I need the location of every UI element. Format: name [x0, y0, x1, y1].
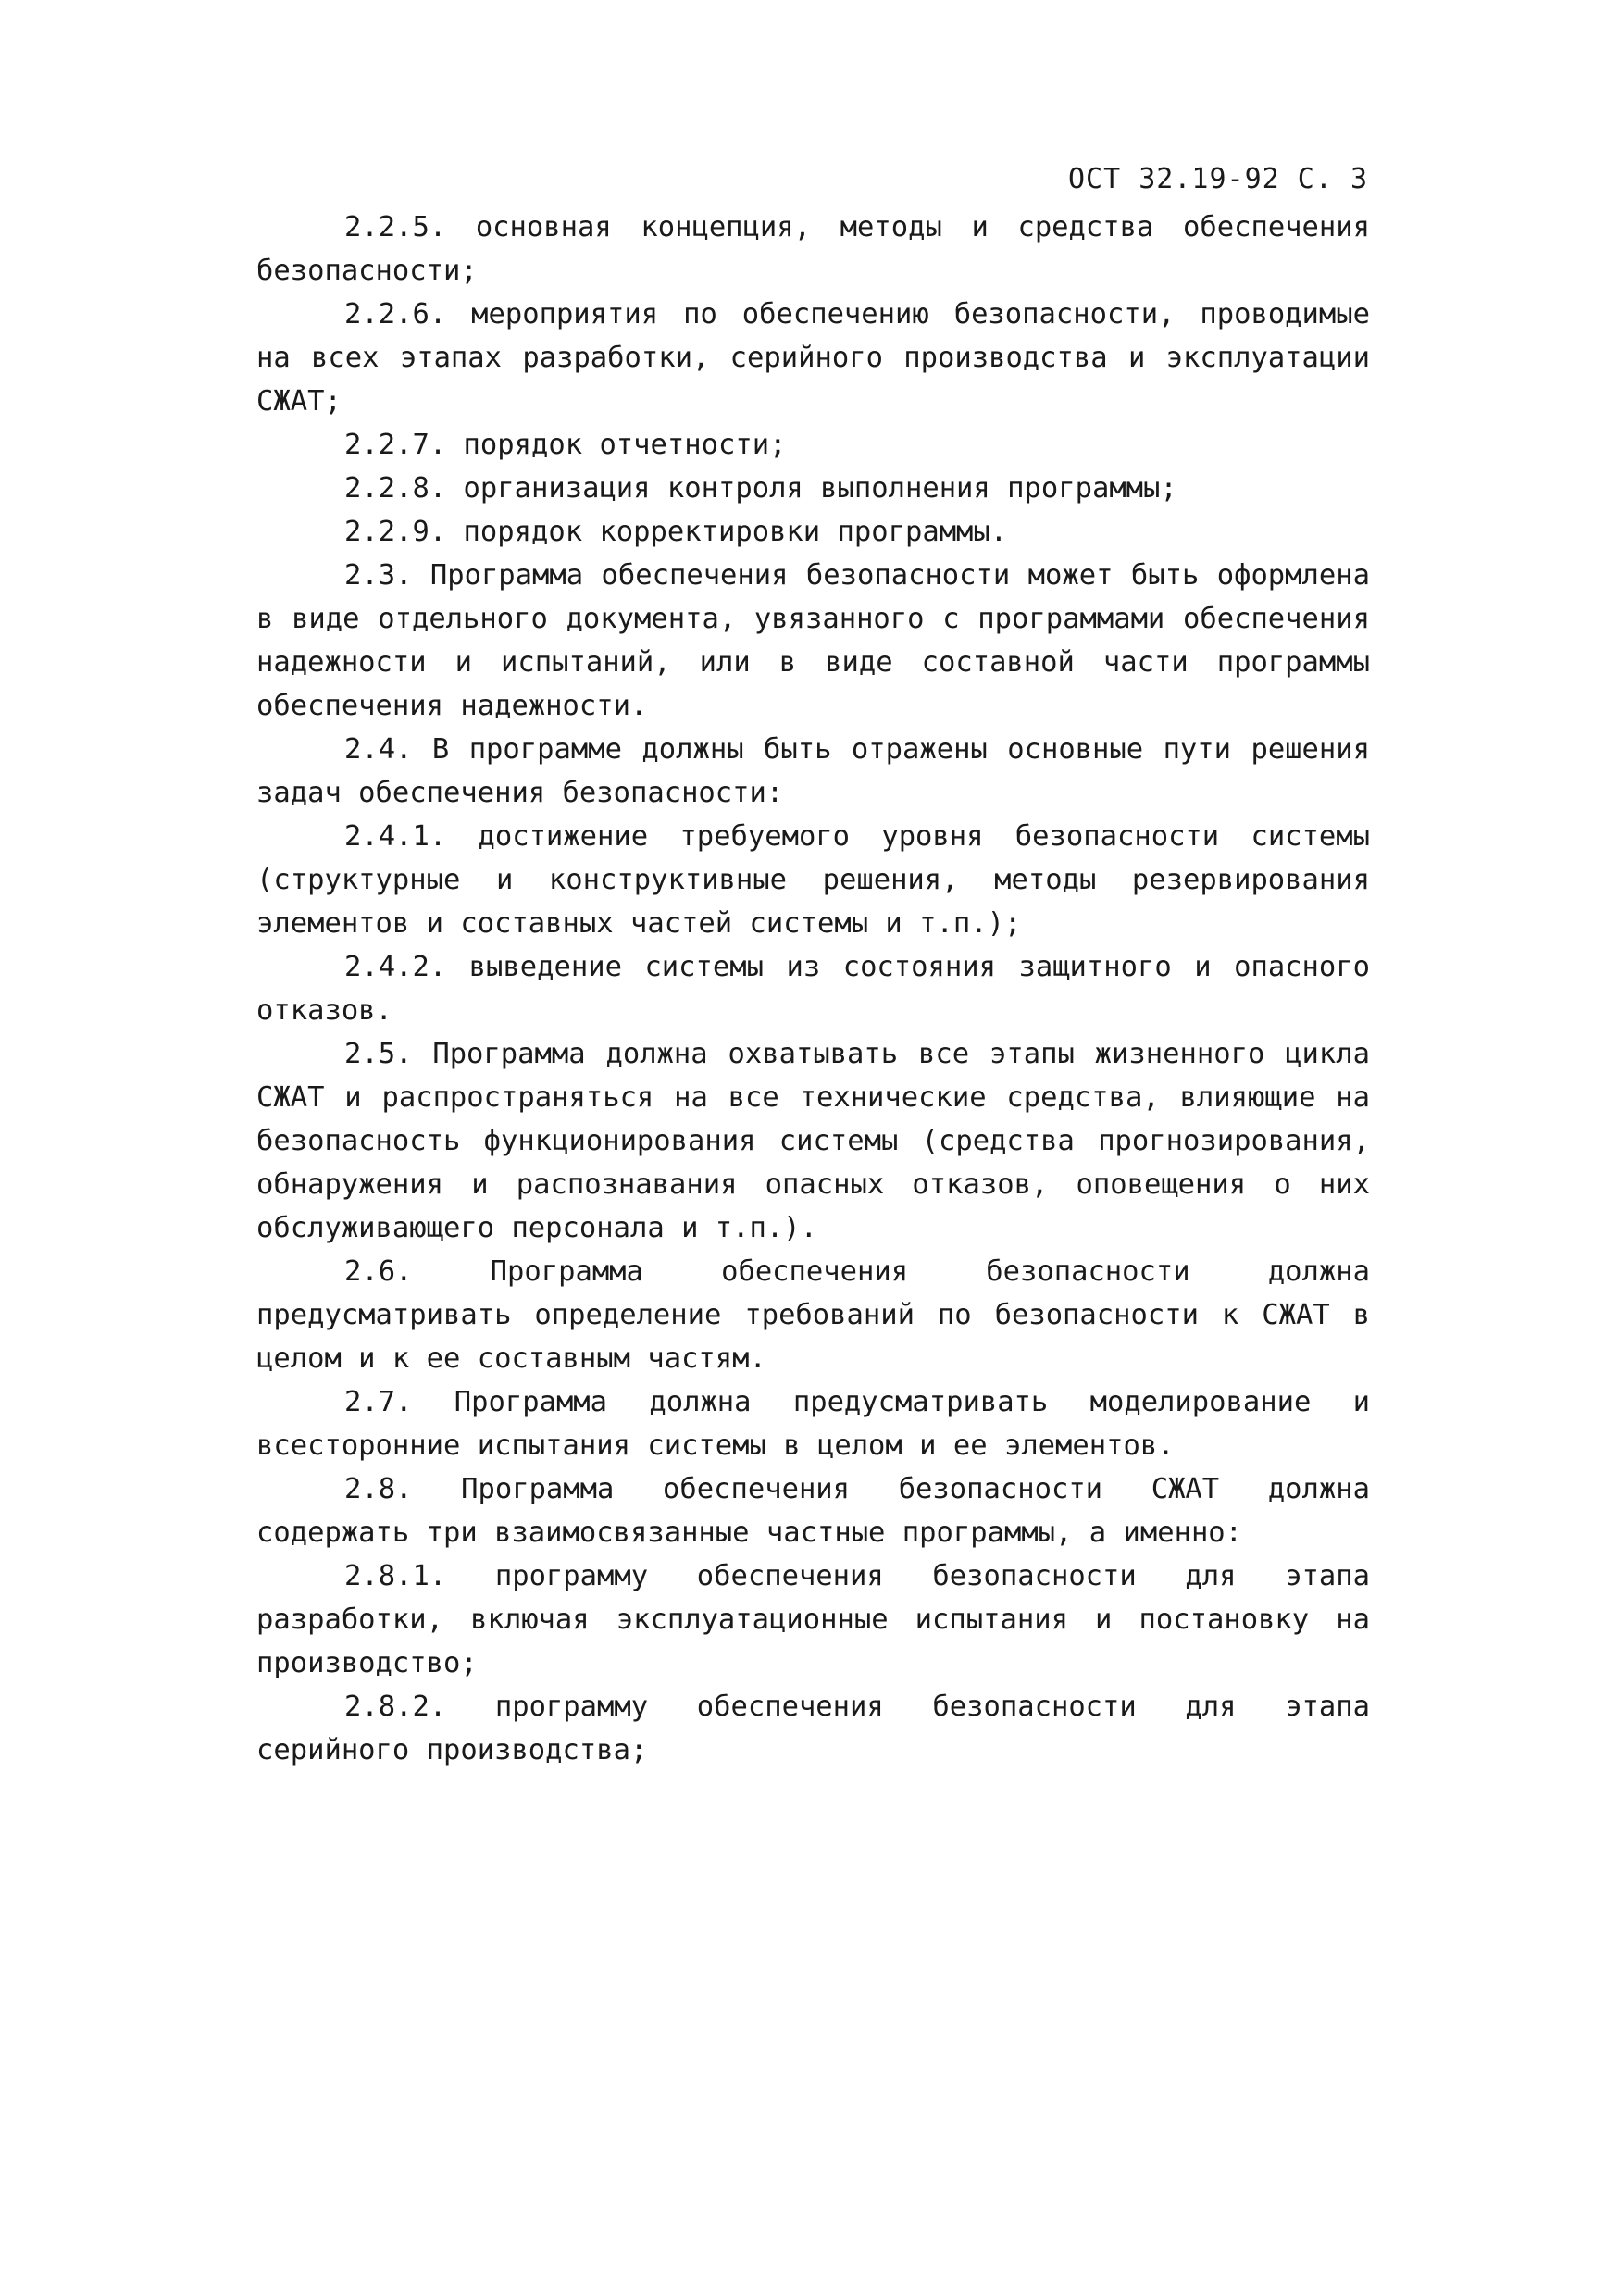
paragraph-2-2-7: 2.2.7. порядок отчетности;: [344, 429, 787, 461]
paragraph-2-6: 2.6. Программа обеспечения безопасности должна предусматривать определение требований по безопасности к СЖАТ в целом и к ее составным частям.: [256, 1255, 1370, 1375]
document-body: [256, 206, 1370, 1772]
paragraph-2-2-5: 2.2.5. основная концепция, методы и средства обеспечения безопасности;: [256, 211, 1370, 287]
paragraph-2-5: 2.5. Программа должна охватывать все этапы жизненного цикла СЖАТ и распространяться на все технические средства, влияющие на безопасность функционирования системы (средства прогнозирования, обнаружения и распознавания опасных отказов, оповещения о них обслуживающего персонала и т.п.).: [256, 1038, 1370, 1244]
paragraph-2-4: 2.4. В программе должны быть отражены основные пути решения задач обеспечения безопасности:: [256, 733, 1370, 809]
paragraph-2-8-1: 2.8.1. программу обеспечения безопасности для этапа разработки, включая эксплуатационные испытания и постановку на производство;: [256, 1560, 1370, 1679]
paragraph-2-8: 2.8. Программа обеспечения безопасности СЖАТ должна содержать три взаимосвязанные частные программы, а именно:: [256, 1473, 1370, 1549]
paragraph-2-3: 2.3. Программа обеспечения безопасности может быть оформлена в виде отдельного документа, увязанного с программами обеспечения надежности и испытаний, или в виде составной части программы обеспечения надежности.: [256, 559, 1370, 722]
paragraph-2-4-2: 2.4.2. выведение системы из состояния защитного и опасного отказов.: [256, 951, 1370, 1027]
paragraph-2-7: 2.7. Программа должна предусматривать моделирование и всесторонние испытания системы в целом и ее элементов.: [256, 1386, 1370, 1462]
paragraph-2-2-9: 2.2.9. порядок корректировки программы.: [344, 516, 1008, 548]
document-header: ОСТ 32.19-92 С. 3: [1067, 163, 1368, 195]
paragraph-2-4-1: 2.4.1. достижение требуемого уровня безопасности системы (структурные и конструктивные решения, методы резервирования элементов и составных частей системы и т.п.);: [256, 820, 1370, 940]
paragraph-2-2-6: 2.2.6. мероприятия по обеспечению безопасности, проводимые на всех этапах разработки, серийного производства и эксплуатации СЖАТ;: [256, 298, 1370, 418]
paragraph-2-8-2: 2.8.2. программу обеспечения безопасности для этапа серийного производства;: [256, 1691, 1370, 1766]
paragraph-2-2-8: 2.2.8. организация контроля выполнения программы;: [344, 472, 1177, 505]
